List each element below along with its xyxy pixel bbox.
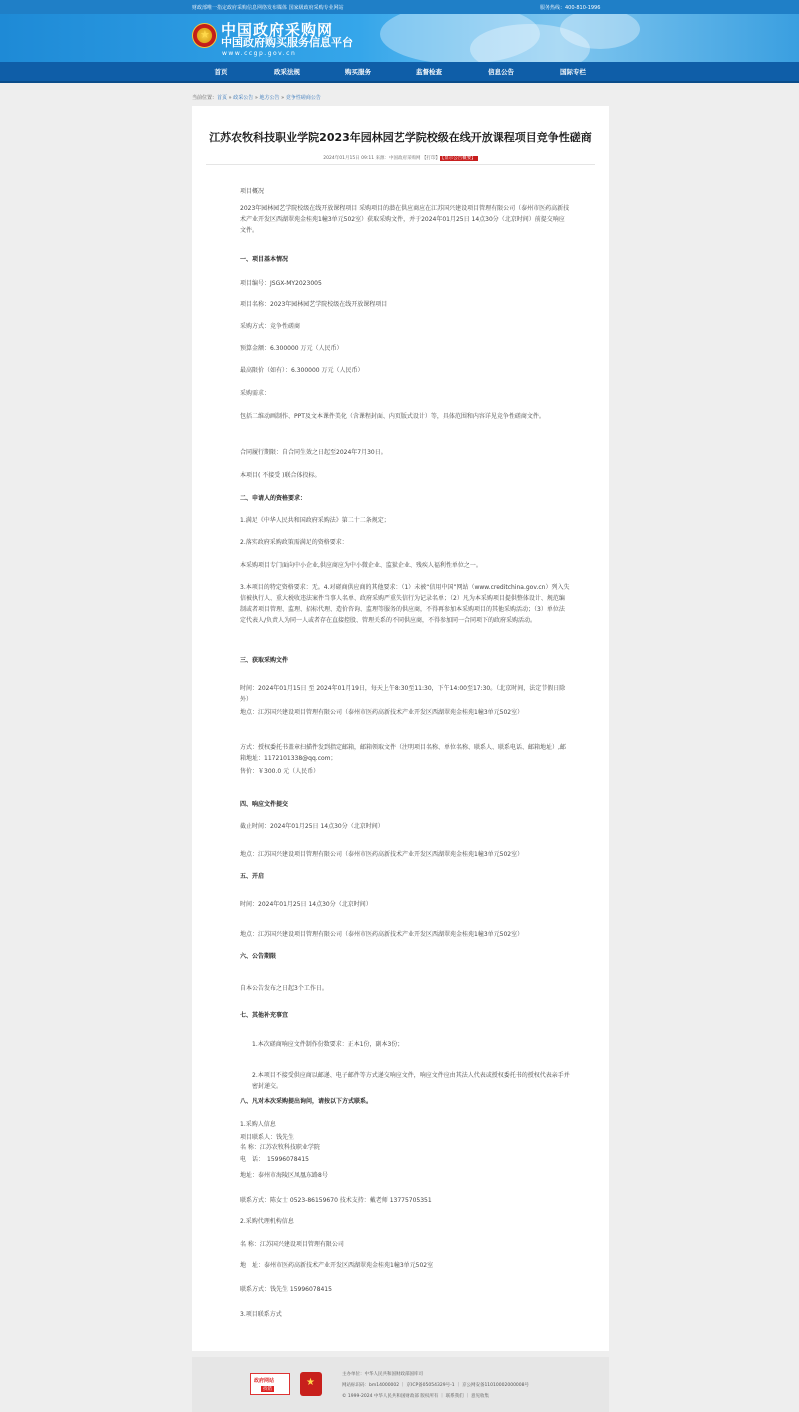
site-header <box>0 14 799 62</box>
show-summary-button[interactable]: 【显示公告概要】 <box>441 156 476 161</box>
national-emblem-icon[interactable]: ★ <box>192 23 217 48</box>
footer-copyright[interactable]: © 1999-2024 中华人民共和国财政部 版权所有 ｜ 联系我们 ｜ 意见收集 <box>342 1394 490 1399</box>
site-url: www.ccgp.gov.cn <box>222 50 297 57</box>
paragraph: 采购方式：竞争性磋商 <box>240 323 301 330</box>
paragraph: 时间：2024年01月15日 至 2024年01月19日，每天上午8:30至11:30，下午14:00至17:30。（北京时间，法定节假日除外） <box>240 685 566 703</box>
paragraph: 采购需求： <box>240 390 271 397</box>
section-heading: 八、凡对本次采购提出询问，请按以下方式联系。 <box>240 1098 373 1105</box>
paragraph: 售价：￥300.0 元（人民币） <box>240 768 320 775</box>
article-meta <box>192 155 609 161</box>
topbar-slogan: 财政部唯一指定政府采购信息网络发布媒体 国家级政府采购专业网站 <box>192 5 344 11</box>
paragraph: 名 称：江苏农牧科技职业学院 <box>240 1144 320 1151</box>
paragraph: 地点：江苏国兴建设项目管理有限公司（泰州市医药高新技术产业开发区西湖翠苑金桂苑1幢3单元502室） <box>240 709 524 716</box>
site-footer <box>192 1357 609 1412</box>
paragraph: 联系方式：陈女士 0523-86159670 技术支持：戴老师 13775705351 <box>240 1197 432 1204</box>
gov-website-error-report-logo[interactable] <box>250 1373 290 1395</box>
paragraph: 1.满足《中华人民共和国政府采购法》第二十二条规定； <box>240 517 390 524</box>
logo-text: 找错 <box>263 1387 272 1392</box>
nav-item-purchase-services[interactable]: 购买服务 <box>345 68 371 76</box>
section-heading: 三、获取采购文件 <box>240 657 289 664</box>
section-heading: 五、开启 <box>240 873 265 880</box>
nav-item-regulations[interactable]: 政采法规 <box>274 68 300 76</box>
paragraph: 电 话： 15996078415 <box>240 1156 309 1163</box>
paragraph: 本采购项目专门面向中小企业,供应商应为中小微企业、监狱企业、残疾人福利性单位之一。 <box>240 562 482 569</box>
section-heading: 一、项目基本情况 <box>240 256 289 263</box>
paragraph: 自本公告发布之日起3个工作日。 <box>240 985 328 992</box>
paragraph: 1.采购人信息 <box>240 1121 276 1128</box>
breadcrumb-local[interactable]: 地方公告 <box>259 95 280 101</box>
paragraph: 3.本项目的特定资格要求：无。4.对磋商供应商的其他要求：（1）未被“信用中国”网站（www.creditchina.gov.cn）列入失信被执行人、重大税收违法案件当事人名单、政府采购严重失信行为记录名单；（2）凡为本采购项目提供整体设计、规范编制或者项目管理、监理、招标代理、造价咨询、监理等服务的供应商，不得再参加本采购项目的其他采购活动；（3）单位法定代表人/负责人为同一人或者存在直接控股、管理关系的不同供应商，不得参加同一合同项下的政府采购活动。 <box>240 584 570 624</box>
paragraph: 2.落实政府采购政策需满足的资格要求： <box>240 539 348 546</box>
paragraph: 包括二维动画制作、PPT及文本课件美化（含课程封面、内页版式设计）等，具体范围和内容详见竞争性磋商文件。 <box>240 413 545 420</box>
footer-sponsor: 主办单位：中华人民共和国财政部国库司 <box>342 1372 423 1377</box>
breadcrumb-prefix: 当前位置： <box>192 95 218 101</box>
site-title[interactable]: 中国政府采购网 <box>221 21 334 39</box>
breadcrumb-sep: » <box>228 95 232 101</box>
paragraph: 项目名称：2023年园林园艺学院校级在线开放课程项目 <box>240 301 388 308</box>
paragraph: 3.项目联系方式 <box>240 1311 282 1318</box>
main-nav <box>0 62 799 83</box>
article-card <box>192 106 609 1351</box>
nav-item-international[interactable]: 国际专栏 <box>560 68 586 76</box>
divider <box>206 164 595 165</box>
paragraph: 时间：2024年01月25日 14点30分（北京时间） <box>240 901 372 908</box>
paragraph: 项目联系人：钱先生 <box>240 1134 295 1141</box>
paragraph: 本项目( 不接受 )联合体投标。 <box>240 472 321 479</box>
section-heading: 二、申请人的资格要求： <box>240 495 307 502</box>
paragraph: 2.本项目不接受供应商以邮递、电子邮件等方式递交响应文件，响应文件应由其法人代表或授权委托书的授权代表亲手并密封递交。 <box>252 1072 570 1090</box>
paragraph: 名 称：江苏国兴建设项目管理有限公司 <box>240 1241 344 1248</box>
paragraph: 项目概况 <box>240 188 265 195</box>
paragraph: 项目编号：JSGX-MY2023005 <box>240 280 322 287</box>
paragraph: 地 址：泰州市医药高新技术产业开发区西湖翠苑金桂苑1幢3单元502室 <box>240 1262 434 1269</box>
footer-icp[interactable]: 网站标识码：bm14000002 ｜ 京ICP备05054329号-1 ｜ 京公网安备11010002000008号 <box>342 1383 530 1388</box>
breadcrumb-sep: » <box>281 95 285 101</box>
paragraph: 1.本次磋商响应文件制作份数要求：正本1份，副本3份； <box>252 1041 404 1048</box>
paragraph: 最高限价（如有）：6.300000 万元（人民币） <box>240 367 364 374</box>
paragraph: 合同履行期限：自合同生效之日起至2024年7月30日。 <box>240 449 387 456</box>
paragraph: 截止时间：2024年01月25日 14点30分（北京时间） <box>240 823 384 830</box>
breadcrumb-sep: » <box>254 95 258 101</box>
logo-text: 政府网站 <box>254 1378 275 1384</box>
breadcrumb-home[interactable]: 首页 <box>217 95 228 101</box>
section-heading: 七、其他补充事宜 <box>240 1012 289 1019</box>
paragraph: 2.采购代理机构信息 <box>240 1218 294 1225</box>
article-title: 江苏农牧科技职业学院2023年园林园艺学院校级在线开放课程项目竞争性磋商 <box>209 131 592 144</box>
top-bar <box>0 0 799 14</box>
paragraph: 地点：江苏国兴建设项目管理有限公司（泰州市医药高新技术产业开发区西湖翠苑金桂苑1幢3单元502室） <box>240 931 524 938</box>
nav-item-announcements[interactable]: 信息公告 <box>488 68 514 76</box>
paragraph: 2023年园林园艺学院校级在线开放课程项目 采购项目的潜在供应商应在江苏国兴建设项目管理有限公司（泰州市医药高新技术产业开发区西湖翠苑金桂苑1幢3单元502室）获取采购文件，并于2024年01月25日 14点30分（北京时间）前提交响应文件。 <box>240 205 570 234</box>
breadcrumb <box>192 94 321 101</box>
article-meta-text: 2024年01月15日 09:11 来源：中国政府采购网 【打印】 <box>323 156 440 161</box>
paragraph: 地点：江苏国兴建设项目管理有限公司（泰州市医药高新技术产业开发区西湖翠苑金桂苑1幢3单元502室） <box>240 851 524 858</box>
site-subtitle: 中国政府购买服务信息平台 <box>221 36 353 49</box>
breadcrumb-current[interactable]: 竞争性磋商公告 <box>285 95 321 101</box>
nav-item-home[interactable]: 首页 <box>214 68 228 76</box>
paragraph: 地址：泰州市海陵区凤凰东路8号 <box>240 1172 328 1179</box>
paragraph: 联系方式：钱先生 15996078415 <box>240 1286 332 1293</box>
nav-item-supervision[interactable]: 监督检查 <box>416 68 442 76</box>
service-hotline: 服务热线：400-810-1996 <box>540 5 601 11</box>
paragraph: 预算金额：6.300000 万元（人民币） <box>240 345 343 352</box>
section-heading: 六、公告期限 <box>240 953 277 960</box>
paragraph: 方式：授权委托书盖章扫描件发到指定邮箱，邮箱领取文件（注明项目名称、单位名称、联系人、联系电话、邮箱地址）,邮箱地址：1172101338@qq.com； <box>240 744 566 762</box>
party-gov-badge-icon[interactable]: ★ <box>300 1372 322 1396</box>
section-heading: 四、响应文件提交 <box>240 801 289 808</box>
breadcrumb-announcements[interactable]: 政采公告 <box>233 95 254 101</box>
